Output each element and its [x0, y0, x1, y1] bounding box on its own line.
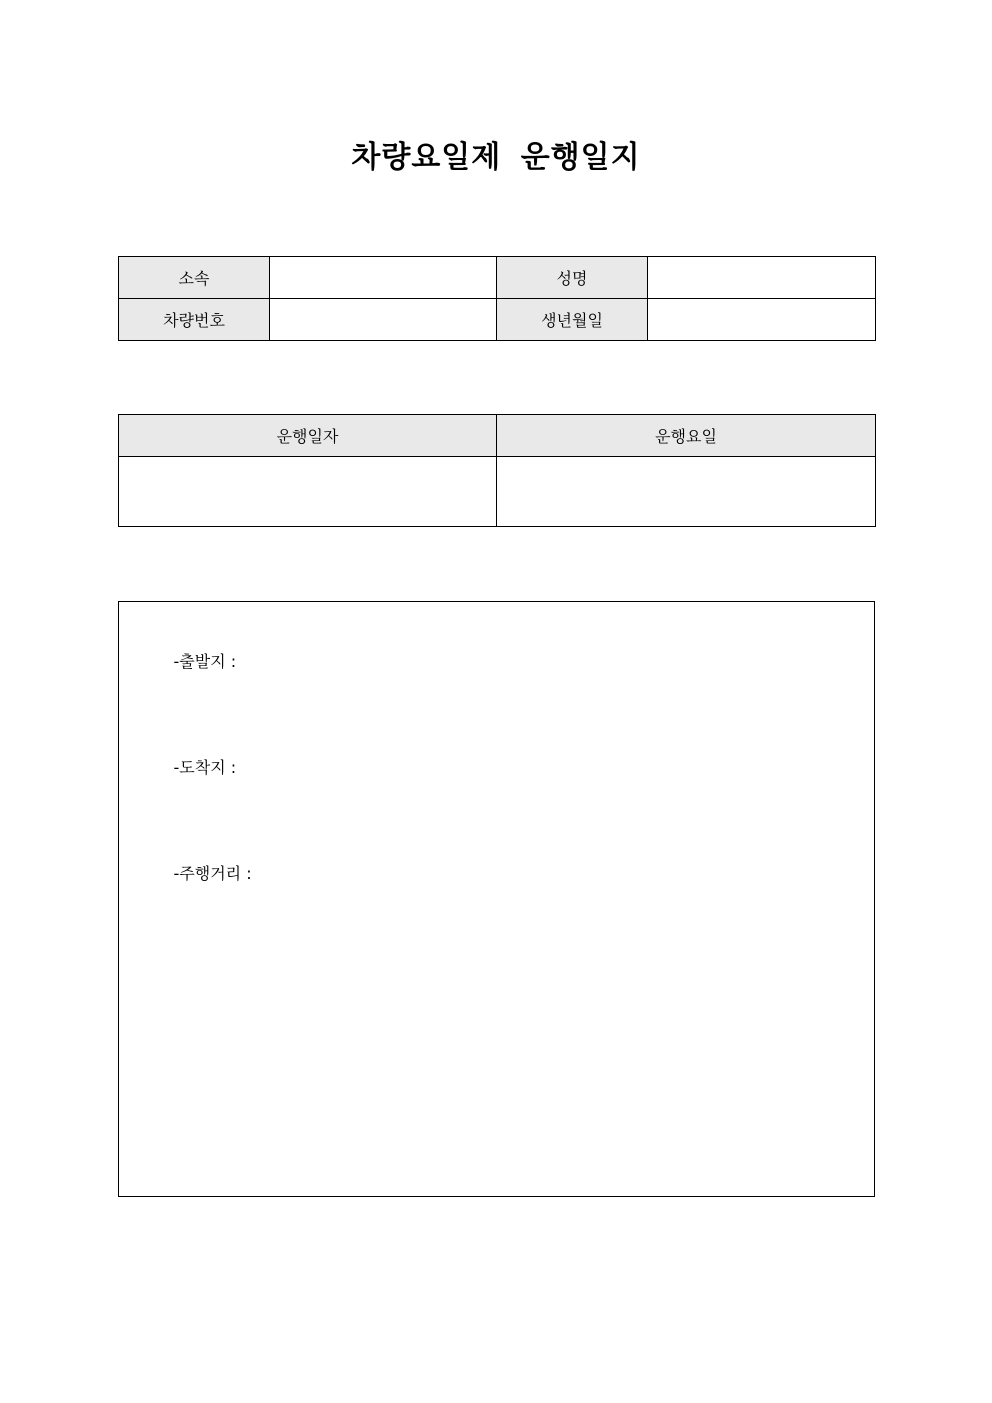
table-row — [119, 457, 876, 527]
birthdate-field[interactable] — [648, 299, 876, 341]
driving-day-field[interactable] — [497, 457, 876, 527]
name-field[interactable] — [648, 257, 876, 299]
document-title: 차량요일제 운행일지 — [351, 140, 641, 175]
driving-day-header: 운행요일 — [497, 415, 876, 457]
birthdate-label: 생년월일 — [497, 299, 648, 341]
table-header-row — [119, 415, 876, 457]
vehicle-number-label: 차량번호 — [119, 299, 270, 341]
trip-details-list — [143, 622, 252, 940]
trip-details-box[interactable] — [118, 601, 875, 1197]
departure-label: -출발지 : — [173, 651, 237, 671]
table-row — [119, 257, 876, 299]
distance-line — [143, 834, 252, 940]
driving-date-header: 운행일자 — [119, 415, 497, 457]
table-row — [119, 299, 876, 341]
vehicle-number-field[interactable] — [270, 299, 497, 341]
name-label: 성명 — [497, 257, 648, 299]
personal-info-table — [118, 256, 876, 341]
arrival-line — [143, 728, 252, 834]
affiliation-label: 소속 — [119, 257, 270, 299]
driving-date-table — [118, 414, 876, 527]
affiliation-field[interactable] — [270, 257, 497, 299]
distance-label: -주행거리 : — [173, 863, 252, 883]
driving-date-field[interactable] — [119, 457, 497, 527]
departure-line — [143, 622, 252, 728]
arrival-label: -도착지 : — [173, 757, 237, 777]
